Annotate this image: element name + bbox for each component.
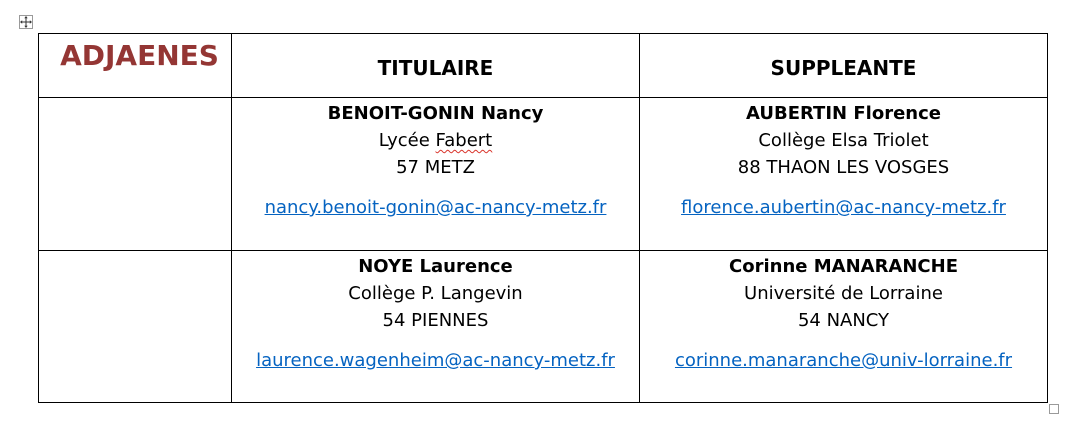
contact-city: 54 PIENNES (382, 310, 489, 331)
empty-cell (39, 251, 232, 403)
contact-cell-suppleante (640, 251, 1048, 403)
table-row (39, 98, 1048, 251)
contact-organization: Collège P. Langevin (348, 283, 523, 304)
table-move-handle-icon[interactable] (19, 15, 33, 29)
spellcheck-flagged-word[interactable]: Fabert (435, 130, 493, 151)
contact-email-link[interactable]: nancy.benoit-gonin@ac-nancy-metz.fr (264, 197, 607, 218)
brand-cell (39, 34, 232, 98)
table-row (39, 251, 1048, 403)
contact-name: AUBERTIN Florence (746, 103, 941, 124)
contact-name: Corinne MANARANCHE (729, 256, 958, 277)
contact-organization (232, 127, 639, 154)
contact-name: NOYE Laurence (358, 256, 513, 277)
column-header-titulaire: TITULAIRE (377, 56, 494, 80)
contact-email-link[interactable]: laurence.wagenheim@ac-nancy-metz.fr (256, 350, 615, 371)
representatives-table (38, 33, 1048, 403)
contact-email-link[interactable]: florence.aubertin@ac-nancy-metz.fr (681, 197, 1006, 218)
contact-city: 88 THAON LES VOSGES (737, 157, 950, 178)
brand-title: ADJAENES (60, 39, 219, 72)
contact-name: BENOIT-GONIN Nancy (327, 103, 544, 124)
organization-text: Lycée (378, 130, 436, 151)
empty-cell (39, 98, 232, 251)
contact-organization: Université de Lorraine (744, 283, 943, 304)
header-row (39, 34, 1048, 98)
contact-cell-titulaire (232, 98, 640, 251)
column-header-suppleante: SUPPLEANTE (770, 56, 917, 80)
contact-city: 57 METZ (396, 157, 475, 178)
contact-email-link[interactable]: corinne.manaranche@univ-lorraine.fr (674, 350, 1013, 371)
contact-cell-suppleante (640, 98, 1048, 251)
table-resize-handle-icon[interactable] (1049, 404, 1059, 414)
contact-city: 54 NANCY (797, 310, 890, 331)
contact-organization: Collège Elsa Triolet (758, 130, 929, 151)
header-cell-titulaire (232, 34, 640, 98)
header-cell-suppleante (640, 34, 1048, 98)
contact-cell-titulaire (232, 251, 640, 403)
